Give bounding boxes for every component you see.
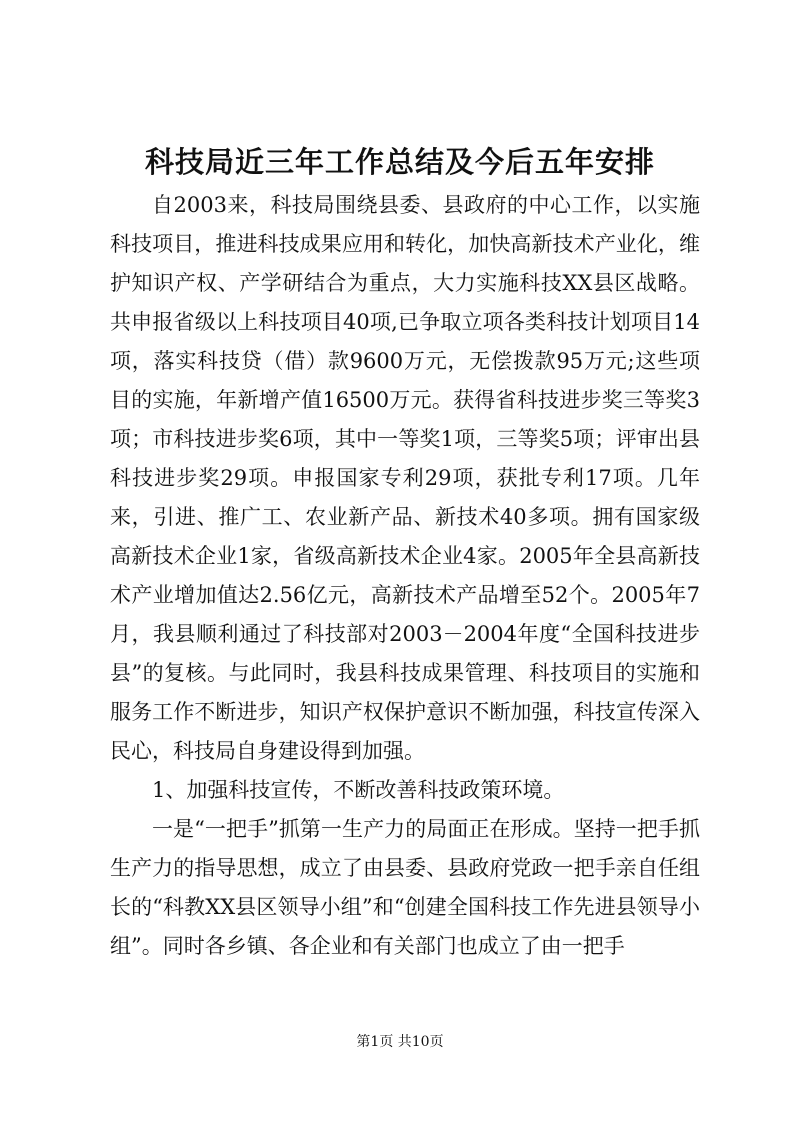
page-footer: 第1页 共10页 bbox=[356, 1034, 444, 1050]
paragraph-leadership: 一是“一把手”抓第一生产力的局面正在形成。坚持一把手抓生产力的指导思想，成立了由县委、县政府党政一把手亲自任组长的“科教XX县区领导小组”和“创建全国科技工作先进县领导小组”。同时各乡镇、各企业和有关部门也成立了由一把手 bbox=[110, 817, 700, 958]
paragraph-section-heading: 1、加强科技宣传，不断改善科技政策环境。 bbox=[152, 778, 565, 802]
document-title: 科技局近三年工作总结及今后五年安排 bbox=[144, 145, 655, 179]
document-body bbox=[110, 186, 700, 966]
paragraph-summary: 自2003来，科技局围绕县委、县政府的中心工作，以实施科技项目，推进科技成果应用和转化，加快高新技术产业化，维护知识产权、产学研结合为重点，大力实施科技XX县区战略。共申报省级以上科技项目40项,已争取立项各类科技计划项目14项，落实科技贷（借）款9600万元，无偿拨款95万元;这些项目的实施，年新增产值16500万元。获得省科技进步奖三等奖3项；市科技进步奖6项，其中一等奖1项，三等奖5项；评审出县科技进步奖29项。申报国家专利29项，获批专利17项。几年来，引进、推广工、农业新产品、新技术40多项。拥有国家级高新技术企业1家，省级高新技术企业4家。2005年全县高新技术产业增加值达2.56亿元，高新技术产品增至52个。2005年7月，我县顺利通过了科技部对2003－2004年度“全国科技进步县”的复核。与此同时，我县科技成果管理、科技项目的实施和服务工作不断进步，知识产权保护意识不断加强，科技宣传深入民心，科技局自身建设得到加强。 bbox=[110, 193, 700, 763]
